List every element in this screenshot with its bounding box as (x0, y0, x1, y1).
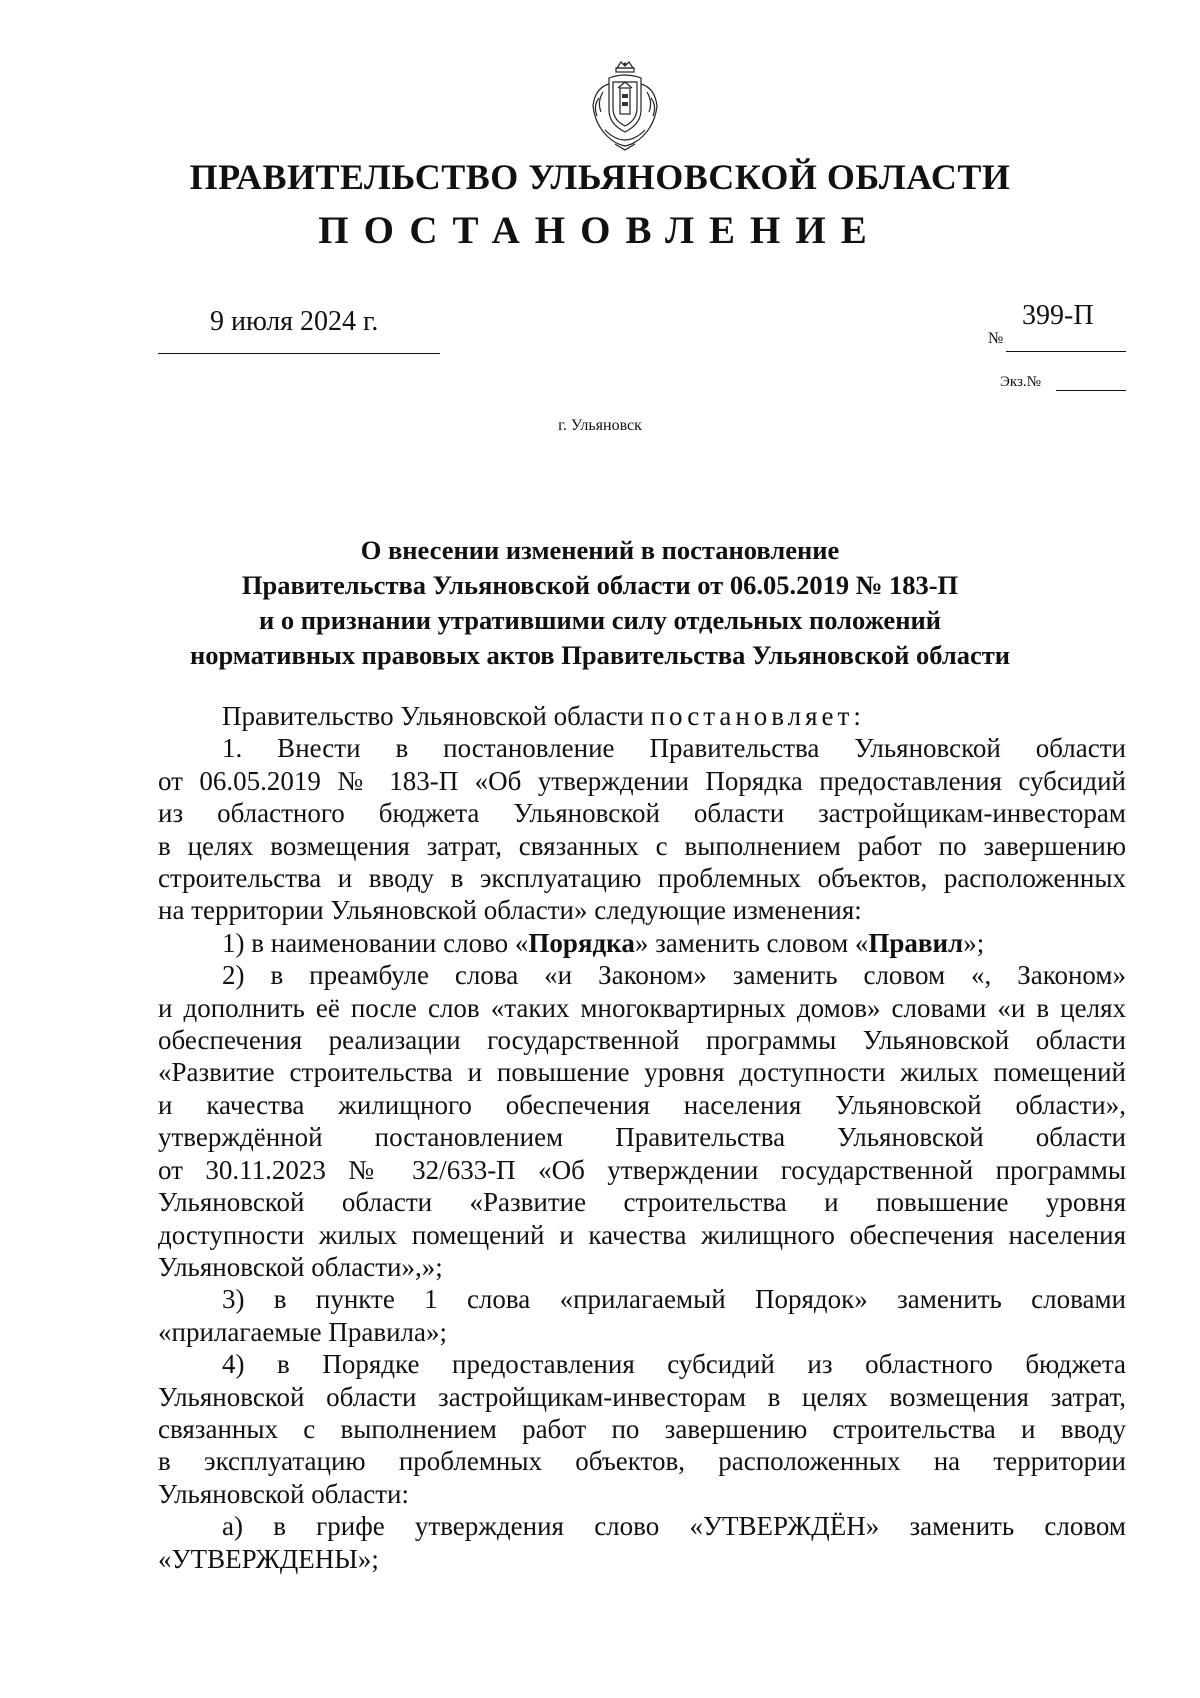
item-1-text: » заменить словом « (634, 927, 869, 958)
item-1-text: 1) в наименовании слово « (222, 927, 529, 958)
item-2-line: и качества жилищного обеспечения населения Ульяновской области», (158, 1089, 1126, 1120)
item-4a-line: а) в грифе утверждения слово «УТВЕРЖДЁН» заменить словом (222, 1511, 1126, 1542)
item-1-bold-word: Правил (868, 927, 964, 958)
item-4-line: Ульяновской области застройщикам-инвесторам в целях возмещения затрат, (158, 1381, 1126, 1412)
item-1-bold-word: Порядка (528, 927, 635, 958)
item-2-line: обеспечения реализации государственной программы Ульяновской области (158, 1025, 1126, 1056)
city-name: г. Ульяновск (558, 417, 642, 434)
item-3-line: «прилагаемые Правила»; (158, 1316, 447, 1347)
item-2-line: 2) в преамбуле слова «и Законом» заменить словом «, Законом» (222, 960, 1126, 991)
document-body (158, 700, 1126, 1575)
number-underline (1006, 351, 1126, 352)
paragraph-line: из областного бюджета Ульяновской области застройщикам-инвесторам (158, 798, 1126, 829)
date-underline (158, 353, 440, 354)
item-2-line: Ульяновской области»,»; (158, 1251, 443, 1282)
subject-line: Правительства Ульяновской области от 06.05.2019 № 183-П (241, 570, 959, 600)
item-4-line: Ульяновской области: (158, 1478, 410, 1509)
item-2-line: от 30.11.2023 № 32/633-П «Об утверждении государственной программы (158, 1154, 1126, 1185)
paragraph-line: от 06.05.2019 № 183-П «Об утверждении Порядка предоставления субсидий (158, 765, 1126, 796)
government-title: ПРАВИТЕЛЬСТВО УЛЬЯНОВСКОЙ ОБЛАСТИ (189, 157, 1011, 197)
subject-line: нормативных правовых актов Правительства Ульяновской области (189, 640, 1011, 670)
paragraph-line: строительства и вводу в эксплуатацию проблемных объектов, расположенных (158, 863, 1126, 894)
coat-of-arms-emblem (585, 58, 665, 154)
paragraph-line: на территории Ульяновской области» следующие изменения: (158, 895, 862, 926)
item-4-line: в эксплуатацию проблемных объектов, расположенных на территории (158, 1446, 1126, 1477)
intro-line (158, 700, 1126, 732)
item-4a-line: «УТВЕРЖДЕНЫ»; (158, 1543, 379, 1574)
intro-prefix: Правительство Ульяновской области (222, 701, 651, 731)
intro-verb: постановляет (650, 701, 854, 731)
item-2-line: Ульяновской области «Развитие строительства и повышение уровня (158, 1187, 1126, 1218)
document-type-title: ПОСТАНОВЛЕНИЕ (318, 209, 882, 252)
item-4-line: 4) в Порядке предоставления субсидий из областного бюджета (222, 1349, 1126, 1380)
item-3-line: 3) в пункте 1 слова «прилагаемый Порядок» заменить словами (222, 1284, 1126, 1315)
item-2-line: и дополнить её после слов «таких многоквартирных домов» словами «и в целях (158, 992, 1126, 1023)
document-subject (100, 533, 1100, 673)
item-2-line: «Развитие строительства и повышение уровня доступности жилых помещений (158, 1057, 1126, 1088)
item-2-line: доступности жилых помещений и качества жилищного обеспечения населения (158, 1219, 1126, 1250)
copy-number-underline (1056, 390, 1126, 391)
subject-line: и о признании утратившими силу отдельных положений (259, 605, 941, 635)
item-2-line: утверждённой постановлением Правительства Ульяновской области (158, 1122, 1126, 1153)
subject-line: О внесении изменений в постановление (360, 535, 840, 565)
copy-number-label: Экз.№ (1000, 374, 1041, 390)
intro-end: : (853, 701, 861, 731)
paragraph-line: в целях возмещения затрат, связанных с выполнением работ по завершению (158, 830, 1126, 861)
paragraph-line: 1. Внести в постановление Правительства Ульяновской области (222, 733, 1126, 764)
item-1-line (158, 927, 1126, 959)
document-number: 399-П (1022, 300, 1094, 331)
item-1-text: »; (963, 927, 985, 958)
number-label: № (988, 330, 1004, 347)
item-4-line: связанных с выполнением работ по завершению строительства и вводу (158, 1413, 1126, 1444)
document-date: 9 июля 2024 г. (210, 306, 379, 337)
